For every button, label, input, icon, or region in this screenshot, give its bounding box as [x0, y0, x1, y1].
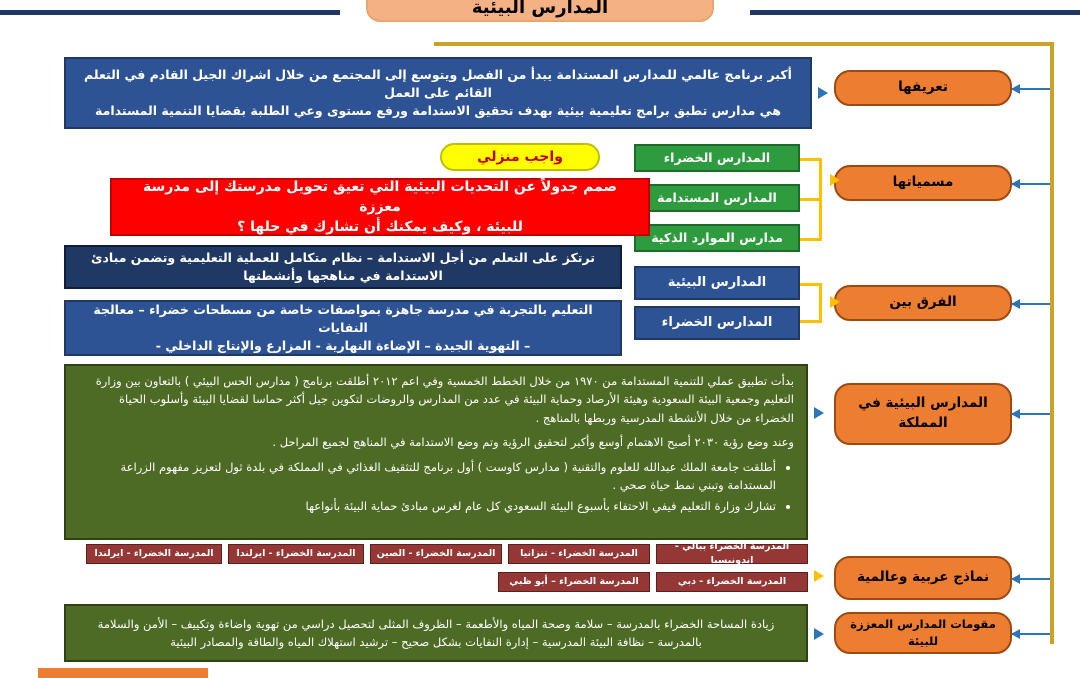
model-chip-abudhabi-label: المدرسة الخضراء – أبو ظبي: [509, 576, 639, 588]
difference-connector-2: [800, 320, 822, 323]
model-chip-ireland-2: [86, 544, 222, 564]
category-definition[interactable]: [834, 70, 1012, 106]
model-chip-tanzania-label: المدرسة الخضراء - تنزانيا: [520, 548, 638, 560]
homework-badge: [440, 143, 600, 171]
difference-connector-spine: [819, 283, 822, 323]
category-names-label: مسمياتها: [892, 174, 954, 191]
names-connector-3: [800, 238, 822, 241]
requirements-line-1: زيادة المساحة الخضراء بالمدرسة – سلامة وصحة المياه والأطعمة – الظروف المثلى لتحصيل دراسي من تهوية واضاءة وتكييف – الأمن والسلامة: [97, 616, 775, 631]
model-chip-dubai-label: المدرسة الخضراء - دبي: [677, 576, 787, 588]
category-names[interactable]: [834, 165, 1012, 201]
difference-environmental-text-body: ترتكز على التعلم من أجل الاستدامة – نظام متكامل للعملية التعليمية وتضمن مبادئ الاستدامة في مناهجها وأنشطتها: [91, 249, 595, 283]
kingdom-bullet-1: • أطلقت جامعة الملك عبدالله للعلوم والتقنية ( مدارس كاوست ) أول برنامج للتثقيف الغذائي في المملكة في بلدة ثول لتعزيز مفهوم الزراعة المستدامة وتبني نمط حياة صحي .: [78, 458, 776, 495]
model-chip-china-label: المدرسة الخضراء - الصين: [376, 548, 496, 560]
name-green-schools-label: المدارس الخضراء: [663, 149, 771, 165]
name-sustainable-schools: [634, 184, 800, 212]
category-difference[interactable]: [834, 285, 1012, 321]
model-chip-dubai: [656, 572, 808, 592]
difference-green-label: [634, 306, 800, 340]
name-smart-resources-schools: [634, 224, 800, 252]
name-green-schools: [634, 144, 800, 172]
arrow-to-definition: [1012, 88, 1050, 90]
kingdom-bullets: [78, 458, 794, 519]
difference-environmental-text: [64, 245, 622, 289]
model-chip-bali-label: المدرسة الخضراء ببالي - اندونيسيا: [674, 541, 790, 566]
category-models-label: نماذج عربية وعالمية: [856, 569, 990, 586]
kingdom-paragraph-2: وعند وضع رؤية ٢٠٣٠ أصبح الاهتمام أوسع وأكبر لتحقيق الرؤية وتم وضع الاستدامة في المناهج لجميع المراحل .: [272, 435, 794, 450]
definition-box: [64, 57, 812, 129]
model-chip-ireland-2-label: المدرسة الخضراء - ايرلندا: [94, 548, 214, 560]
models-connector-arrow: [814, 570, 824, 582]
category-requirements[interactable]: [834, 612, 1012, 654]
page-title: المدارس البيئية: [366, 0, 714, 22]
difference-arrow: [830, 296, 840, 308]
model-chip-ireland-1-label: المدرسة الخضراء - ايرلندا: [236, 548, 356, 560]
category-kingdom-label: المدارس البيئية في المملكة: [858, 395, 988, 431]
arrow-to-names: [1012, 183, 1050, 185]
model-chip-ireland-1: [228, 544, 364, 564]
spine-vertical: [1050, 44, 1054, 644]
kingdom-paragraph-1: بدأت تطبيق عملي للتنمية المستدامة من ١٩٧٠ من خلال الخطط الخمسية وفي اعم ٢٠١٢ أطلقت برنامج ( مدارس الحس البيئي ) بالتعاون بين وزارة التعليم وجمعية البيئة السعودية وهيئة الأرصاد وحماية البيئة في عدد من المدارس والروضات لتكوين جيل أكثر حماسا لقضايا البيئة وأسلوب الحياة الخضراء من خلال الأنشطة المدرسية وربطها بالمناهج .: [95, 374, 794, 425]
kingdom-box: [64, 364, 808, 540]
category-difference-label: الفرق بين: [889, 294, 957, 311]
homework-badge-label: واجب منزلي: [477, 148, 563, 165]
model-chip-abudhabi: [498, 572, 650, 592]
category-kingdom[interactable]: [834, 383, 1012, 445]
arrow-to-requirements: [1012, 633, 1050, 635]
category-models[interactable]: [834, 556, 1012, 600]
model-chip-china: [370, 544, 502, 564]
difference-green-text: [64, 300, 622, 356]
definition-line-2: هي مدارس تطبق برامج تعليمية بيئية بهدف تحقيق الاستدامة ورفع مستوى وعي الطلبة بقضايا التنمية المستدامة: [95, 103, 781, 119]
arrow-to-kingdom: [1012, 413, 1050, 415]
difference-green-line-2: – التهوية الجيدة – الإضاءة النهارية - المزارع والإنتاج الداخلي -: [155, 338, 531, 354]
arrow-to-models: [1012, 578, 1050, 580]
model-chip-bali: [656, 541, 808, 566]
title-rule-right: [750, 10, 1080, 15]
title-rule-left: [0, 10, 340, 15]
kingdom-connector-arrow: [814, 407, 824, 419]
homework-box: [110, 178, 650, 236]
category-requirements-label: مقومات المدارس المعززة للبيئة: [850, 617, 996, 648]
requirements-connector-arrow: [814, 628, 824, 640]
kingdom-bullet-2: • تشارك وزارة التعليم فيفي الاحتفاء بأسبوع البيئة السعودي كل عام لغرس مبادئ حماية البيئة بأنواعها: [78, 497, 776, 515]
requirements-line-2: بالمدرسة – نظافة البيئة المدرسية – إدارة النفايات بشكل صحيح – ترشيد استهلاك المياه والطاقة والمصادر البيئية: [170, 635, 702, 649]
spine-horizontal: [434, 42, 1054, 46]
names-arrow: [830, 174, 840, 186]
arrow-to-difference: [1012, 303, 1050, 305]
difference-green-line-1: التعليم بالتجربة في مدرسة جاهزة بمواصفات خاصة من مسطحات خضراء – معالجة النفايات: [93, 301, 593, 335]
model-chip-tanzania: [508, 544, 650, 564]
homework-line-1: صمم جدولاً عن التحديات البيئية التي تعيق تحويل مدرستك إلى مدرسة معززة: [143, 178, 617, 215]
homework-line-2: للبيئة ، وكيف يمكنك أن تشارك في حلها ؟: [237, 219, 523, 236]
name-smart-resources-schools-label: مدارس الموارد الذكية: [651, 229, 783, 245]
name-sustainable-schools-label: المدارس المستدامة: [657, 189, 777, 205]
difference-environmental-label-text: المدارس البيئية: [667, 274, 767, 290]
names-connector-2: [800, 198, 822, 201]
definition-connector-arrow: [818, 87, 828, 99]
requirements-box: [64, 604, 808, 662]
bottom-accent-strip: [38, 668, 208, 678]
difference-green-label-text: المدارس الخضراء: [661, 314, 773, 330]
difference-environmental-label: [634, 266, 800, 300]
category-definition-label: تعريفها: [898, 79, 948, 96]
definition-line-1: أكبر برنامج عالمي للمدارس المستدامة يبدأ من الفصل ويتوسع إلى المجتمع من خلال اشراك الجيل القادم في التعلم القائم على العمل: [84, 66, 792, 100]
